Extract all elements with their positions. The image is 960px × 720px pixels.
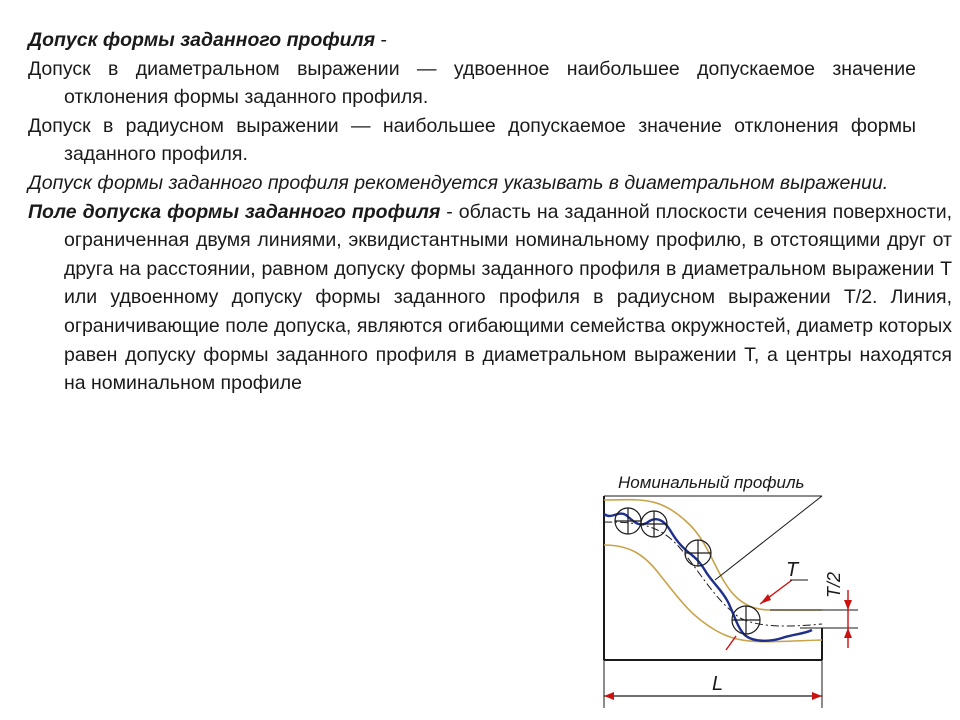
paragraph-radius: Допуск в радиусном выражении — наибольшее допускаемое значение отклонения формы заданного профиля. (28, 114, 916, 166)
definition-text: - область на заданной плоскости сечения поверхности, ограниченная двумя линиями, эквидистантными номинальному профилю, в отстоящими друг от друга на расстоянии, равном допуску формы заданного профиля в диаметральном выражении Т или удвоенному допуску формы заданного профиля в радиусном выражении Т/2. Линия, ограничивающие поле допуска, являются огибающими семейства окружностей, диаметр которых равен допуску формы заданного профиля в диаметральном выражении Т, а центры находятся на номинальном профиле (64, 200, 952, 395)
t-label: T (786, 559, 799, 581)
definition-term: Поле допуска формы заданного профиля (28, 200, 441, 223)
t-arrow-head (760, 594, 771, 604)
tolerance-circles (615, 508, 760, 634)
upper-envelope-line (604, 500, 822, 610)
heading-suffix: - (375, 29, 388, 51)
t2-label: T/2 (824, 571, 844, 598)
heading-title: Допуск формы заданного профиля (28, 29, 376, 51)
l-label: L (712, 673, 724, 695)
label-leader-line (715, 496, 822, 580)
actual-profile-line (604, 514, 812, 641)
paragraph-diameter: Допуск в диаметральном выражении — удвоенное наибольшее допускаемое значение отклонения формы заданного профиля. (28, 57, 916, 109)
paragraph-recommend: Допуск формы заданного профиля рекомендуется указывать в диаметральном выражении. (28, 171, 889, 194)
nominal-profile-label: Номинальный профиль (618, 473, 805, 492)
